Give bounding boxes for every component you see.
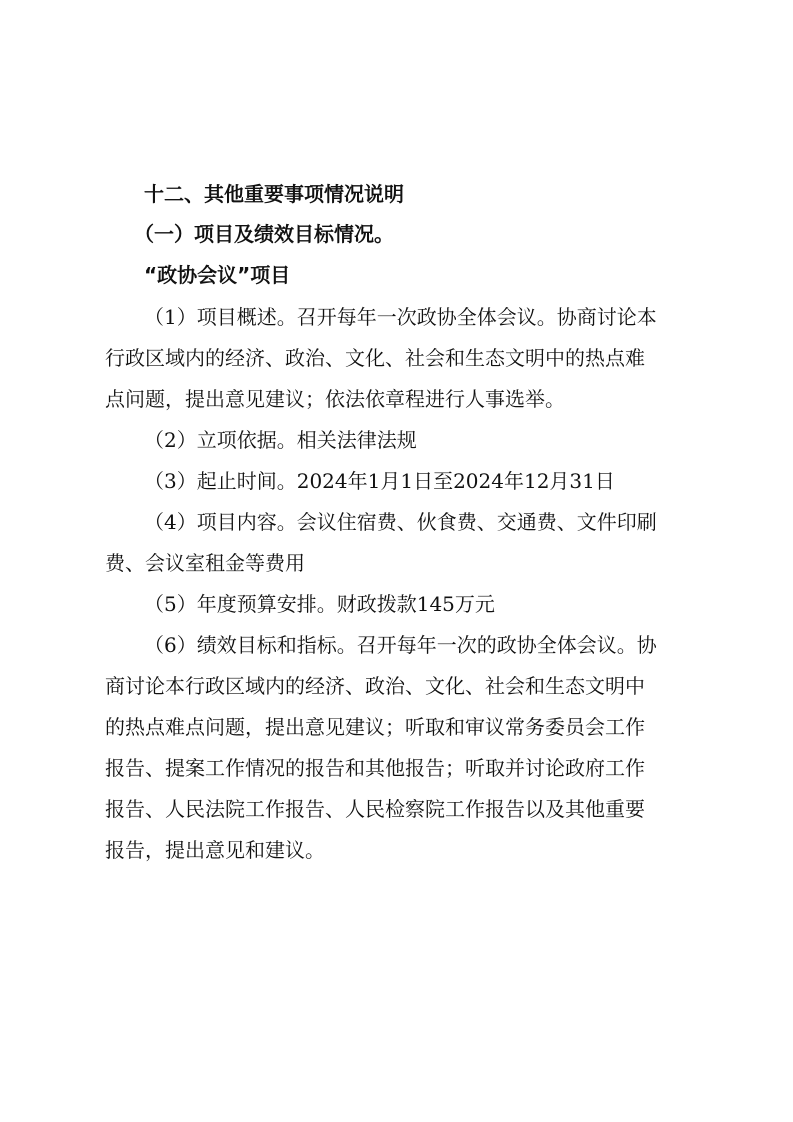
paragraph-line: 费、会议室租金等费用 <box>105 551 305 575</box>
project-title: “政协会议”项目 <box>144 263 291 287</box>
paragraph-line: 报告、人民法院工作报告、人民检察院工作报告以及其他重要 <box>105 797 645 821</box>
paragraph-line: 的热点难点问题，提出意见建议；听取和审议常务委员会工作 <box>105 715 645 739</box>
paragraph-line: （5）年度预算安排。财政拨款145万元 <box>144 592 495 616</box>
paragraph-line: 行政区域内的经济、政治、文化、社会和生态文明中的热点难 <box>105 346 645 370</box>
paragraph-line: （1）项目概述。召开每年一次政协全体会议。协商讨论本 <box>144 305 657 329</box>
paragraph-line: 商讨论本行政区域内的经济、政治、文化、社会和生态文明中 <box>105 674 645 698</box>
paragraph-line: （2）立项依据。相关法律法规 <box>144 428 417 452</box>
section-heading: 十二、其他重要事项情况说明 <box>144 182 404 206</box>
subsection-heading: （一）项目及绩效目标情况。 <box>134 222 394 246</box>
paragraph-line: （3）起止时间。2024年1月1日至2024年12月31日 <box>144 469 615 493</box>
paragraph-line: （4）项目内容。会议住宿费、伙食费、交通费、文件印刷 <box>144 510 657 534</box>
paragraph-line: 报告、提案工作情况的报告和其他报告；听取并讨论政府工作 <box>105 756 645 780</box>
paragraph-line: 点问题，提出意见建议；依法依章程进行人事选举。 <box>105 387 565 411</box>
paragraph-line: （6）绩效目标和指标。召开每年一次的政协全体会议。协 <box>144 633 657 657</box>
paragraph-line: 报告，提出意见和建议。 <box>105 838 325 862</box>
